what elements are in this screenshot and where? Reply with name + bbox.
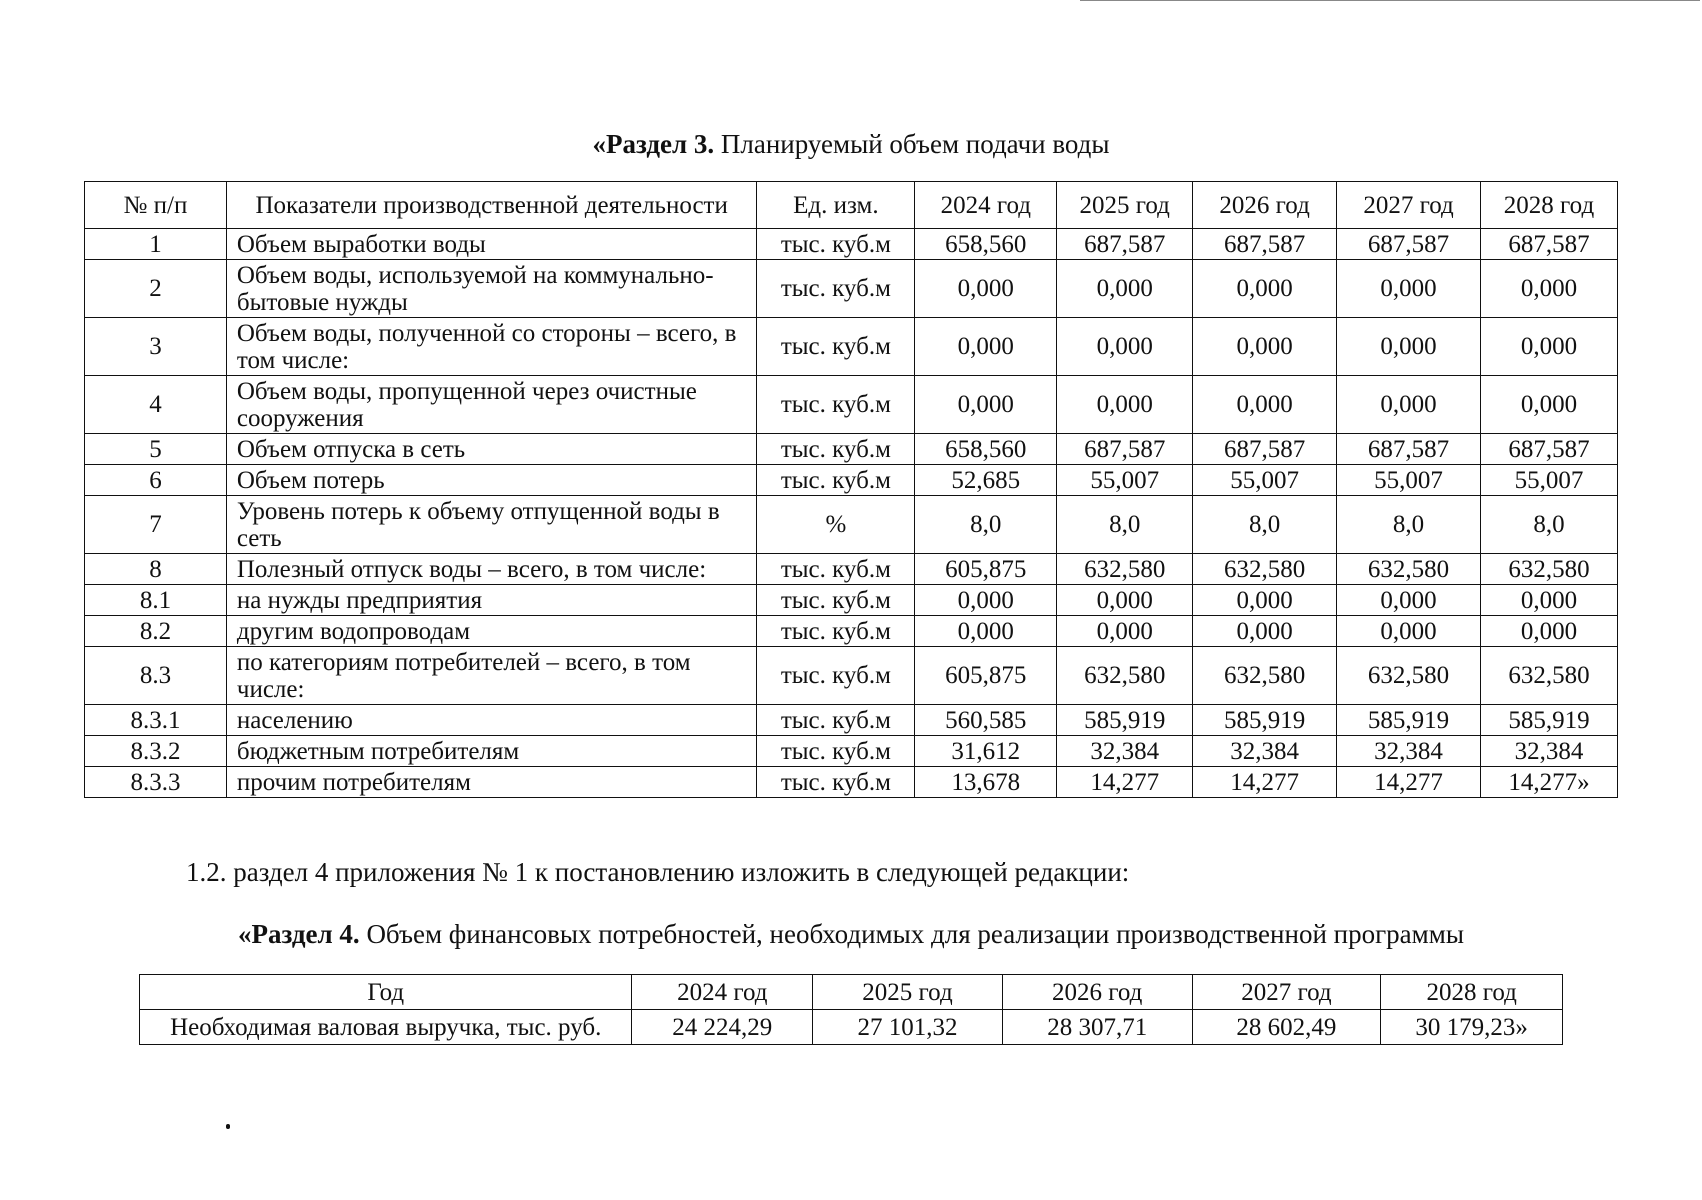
table-row	[85, 554, 1618, 585]
water-supply-table-body	[85, 229, 1618, 798]
table-row	[85, 496, 1618, 554]
table-row	[140, 1010, 1563, 1045]
value-cell: 13,678	[915, 767, 1057, 798]
unit-cell: тыс. куб.м	[757, 229, 915, 260]
value-cell: 687,587	[1193, 434, 1337, 465]
value-cell: 0,000	[1057, 376, 1193, 434]
section-4-title	[0, 918, 1702, 950]
indicator-name: Объем воды, используемой на коммунально-бытовые нужды	[226, 260, 757, 318]
scan-edge-line	[1080, 0, 1700, 1]
financial-needs-table	[139, 974, 1563, 1045]
value-cell: 0,000	[1337, 260, 1481, 318]
section-4-title-bold: «Раздел 4.	[238, 919, 360, 949]
table-row	[85, 318, 1618, 376]
value-cell: 30 179,23»	[1381, 1010, 1563, 1045]
value-cell: 55,007	[1337, 465, 1481, 496]
value-cell: 24 224,29	[632, 1010, 813, 1045]
unit-cell: тыс. куб.м	[757, 376, 915, 434]
value-cell: 687,587	[1193, 229, 1337, 260]
value-cell: 0,000	[1193, 260, 1337, 318]
value-cell: 0,000	[1057, 318, 1193, 376]
row-number: 2	[85, 260, 227, 318]
value-cell: 632,580	[1057, 554, 1193, 585]
value-cell: 0,000	[1193, 318, 1337, 376]
row-number: 8.3.2	[85, 736, 227, 767]
value-cell: 585,919	[1337, 705, 1481, 736]
section-3-title	[0, 128, 1702, 160]
value-cell: 8,0	[1481, 496, 1618, 554]
header-cell: 2027 год	[1192, 975, 1381, 1010]
header-cell: 2025 год	[813, 975, 1003, 1010]
unit-cell: тыс. куб.м	[757, 647, 915, 705]
row-number: 8.1	[85, 585, 227, 616]
indicator-name: Объем потерь	[226, 465, 757, 496]
value-cell: 28 307,71	[1002, 1010, 1192, 1045]
value-cell: 8,0	[915, 496, 1057, 554]
indicator-name: бюджетным потребителям	[226, 736, 757, 767]
value-cell: 585,919	[1057, 705, 1193, 736]
unit-cell: тыс. куб.м	[757, 260, 915, 318]
row-number: 1	[85, 229, 227, 260]
table-row	[85, 647, 1618, 705]
value-cell: 687,587	[1057, 434, 1193, 465]
amendment-paragraph: 1.2. раздел 4 приложения № 1 к постановлению изложить в следующей редакции:	[186, 857, 1130, 887]
row-number: 7	[85, 496, 227, 554]
table-row	[85, 705, 1618, 736]
value-cell: 632,580	[1481, 554, 1618, 585]
value-cell: 585,919	[1481, 705, 1618, 736]
unit-cell: тыс. куб.м	[757, 705, 915, 736]
unit-cell: тыс. куб.м	[757, 465, 915, 496]
row-number: 4	[85, 376, 227, 434]
unit-cell: тыс. куб.м	[757, 616, 915, 647]
header-cell: Ед. изм.	[757, 182, 915, 229]
value-cell: 658,560	[915, 434, 1057, 465]
value-cell: 0,000	[1481, 376, 1618, 434]
header-cell: 2028 год	[1481, 182, 1618, 229]
value-cell: 27 101,32	[813, 1010, 1003, 1045]
value-cell: 0,000	[915, 260, 1057, 318]
unit-cell: тыс. куб.м	[757, 554, 915, 585]
row-number: 8.2	[85, 616, 227, 647]
value-cell: 8,0	[1057, 496, 1193, 554]
indicator-name: населению	[226, 705, 757, 736]
row-number: 8	[85, 554, 227, 585]
value-cell: 632,580	[1193, 554, 1337, 585]
value-cell: 687,587	[1481, 434, 1618, 465]
indicator-name: по категориям потребителей – всего, в том числе:	[226, 647, 757, 705]
value-cell: 687,587	[1337, 229, 1481, 260]
row-number: 8.3.3	[85, 767, 227, 798]
value-cell: 31,612	[915, 736, 1057, 767]
value-cell: 0,000	[1057, 585, 1193, 616]
indicator-name: Объем воды, полученной со стороны – всего, в том числе:	[226, 318, 757, 376]
value-cell: 687,587	[1481, 229, 1618, 260]
value-cell: 658,560	[915, 229, 1057, 260]
value-cell: 0,000	[1057, 260, 1193, 318]
header-cell: Год	[140, 975, 632, 1010]
value-cell: 32,384	[1193, 736, 1337, 767]
table-row	[85, 616, 1618, 647]
section-3-title-bold: «Раздел 3.	[592, 129, 715, 159]
table-row	[85, 434, 1618, 465]
value-cell: 0,000	[915, 318, 1057, 376]
indicator-name: Полезный отпуск воды – всего, в том числе:	[226, 554, 757, 585]
water-supply-table	[84, 181, 1618, 798]
value-cell: 8,0	[1193, 496, 1337, 554]
value-cell: 32,384	[1057, 736, 1193, 767]
table-row	[85, 376, 1618, 434]
value-cell: 14,277	[1337, 767, 1481, 798]
row-number: 5	[85, 434, 227, 465]
header-cell: № п/п	[85, 182, 227, 229]
header-cell: 2025 год	[1057, 182, 1193, 229]
value-cell: 14,277	[1057, 767, 1193, 798]
unit-cell: %	[757, 496, 915, 554]
table-row	[85, 585, 1618, 616]
value-cell: 8,0	[1337, 496, 1481, 554]
value-cell: 0,000	[1481, 318, 1618, 376]
value-cell: 605,875	[915, 554, 1057, 585]
value-cell: 687,587	[1057, 229, 1193, 260]
row-number: 3	[85, 318, 227, 376]
value-cell: 0,000	[1193, 376, 1337, 434]
unit-cell: тыс. куб.м	[757, 318, 915, 376]
indicator-name: Объем выработки воды	[226, 229, 757, 260]
table-header-row	[140, 975, 1563, 1010]
value-cell: 632,580	[1337, 647, 1481, 705]
value-cell: 0,000	[1337, 616, 1481, 647]
indicator-name: прочим потребителям	[226, 767, 757, 798]
indicator-name: Уровень потерь к объему отпущенной воды в сеть	[226, 496, 757, 554]
value-cell: 14,277	[1193, 767, 1337, 798]
table-row	[85, 465, 1618, 496]
value-cell: 0,000	[915, 616, 1057, 647]
value-cell: 55,007	[1057, 465, 1193, 496]
value-cell: 32,384	[1481, 736, 1618, 767]
value-cell: 632,580	[1337, 554, 1481, 585]
indicator-name: Объем отпуска в сеть	[226, 434, 757, 465]
value-cell: 0,000	[1193, 616, 1337, 647]
value-cell: 28 602,49	[1192, 1010, 1381, 1045]
section-3-title-text: Планируемый объем подачи воды	[714, 129, 1110, 159]
value-cell: 0,000	[915, 585, 1057, 616]
value-cell: 52,685	[915, 465, 1057, 496]
value-cell: 14,277»	[1481, 767, 1618, 798]
value-cell: 632,580	[1057, 647, 1193, 705]
row-label: Необходимая валовая выручка, тыс. руб.	[140, 1010, 632, 1045]
table-row	[85, 229, 1618, 260]
header-cell: 2027 год	[1337, 182, 1481, 229]
indicator-name: Объем воды, пропущенной через очистные сооружения	[226, 376, 757, 434]
header-cell: Показатели производственной деятельности	[226, 182, 757, 229]
table-header-row	[85, 182, 1618, 229]
value-cell: 55,007	[1481, 465, 1618, 496]
table-row	[85, 736, 1618, 767]
value-cell: 0,000	[1337, 318, 1481, 376]
value-cell: 0,000	[1337, 585, 1481, 616]
unit-cell: тыс. куб.м	[757, 585, 915, 616]
header-cell: 2024 год	[632, 975, 813, 1010]
header-cell: 2026 год	[1002, 975, 1192, 1010]
row-number: 6	[85, 465, 227, 496]
value-cell: 0,000	[1481, 585, 1618, 616]
value-cell: 55,007	[1193, 465, 1337, 496]
indicator-name: другим водопроводам	[226, 616, 757, 647]
row-number: 8.3	[85, 647, 227, 705]
header-cell: 2028 год	[1381, 975, 1563, 1010]
value-cell: 632,580	[1193, 647, 1337, 705]
value-cell: 0,000	[1481, 260, 1618, 318]
value-cell: 560,585	[915, 705, 1057, 736]
table-row	[85, 767, 1618, 798]
indicator-name: на нужды предприятия	[226, 585, 757, 616]
table-row	[85, 260, 1618, 318]
value-cell: 687,587	[1337, 434, 1481, 465]
section-4-title-text: Объем финансовых потребностей, необходимых для реализации производственной программы	[359, 919, 1464, 949]
value-cell: 632,580	[1481, 647, 1618, 705]
value-cell: 0,000	[1193, 585, 1337, 616]
unit-cell: тыс. куб.м	[757, 434, 915, 465]
value-cell: 0,000	[915, 376, 1057, 434]
value-cell: 605,875	[915, 647, 1057, 705]
unit-cell: тыс. куб.м	[757, 736, 915, 767]
value-cell: 585,919	[1193, 705, 1337, 736]
value-cell: 0,000	[1481, 616, 1618, 647]
header-cell: 2024 год	[915, 182, 1057, 229]
row-number: 8.3.1	[85, 705, 227, 736]
value-cell: 0,000	[1337, 376, 1481, 434]
unit-cell: тыс. куб.м	[757, 767, 915, 798]
value-cell: 0,000	[1057, 616, 1193, 647]
scan-speck	[226, 1124, 230, 1129]
value-cell: 32,384	[1337, 736, 1481, 767]
header-cell: 2026 год	[1193, 182, 1337, 229]
